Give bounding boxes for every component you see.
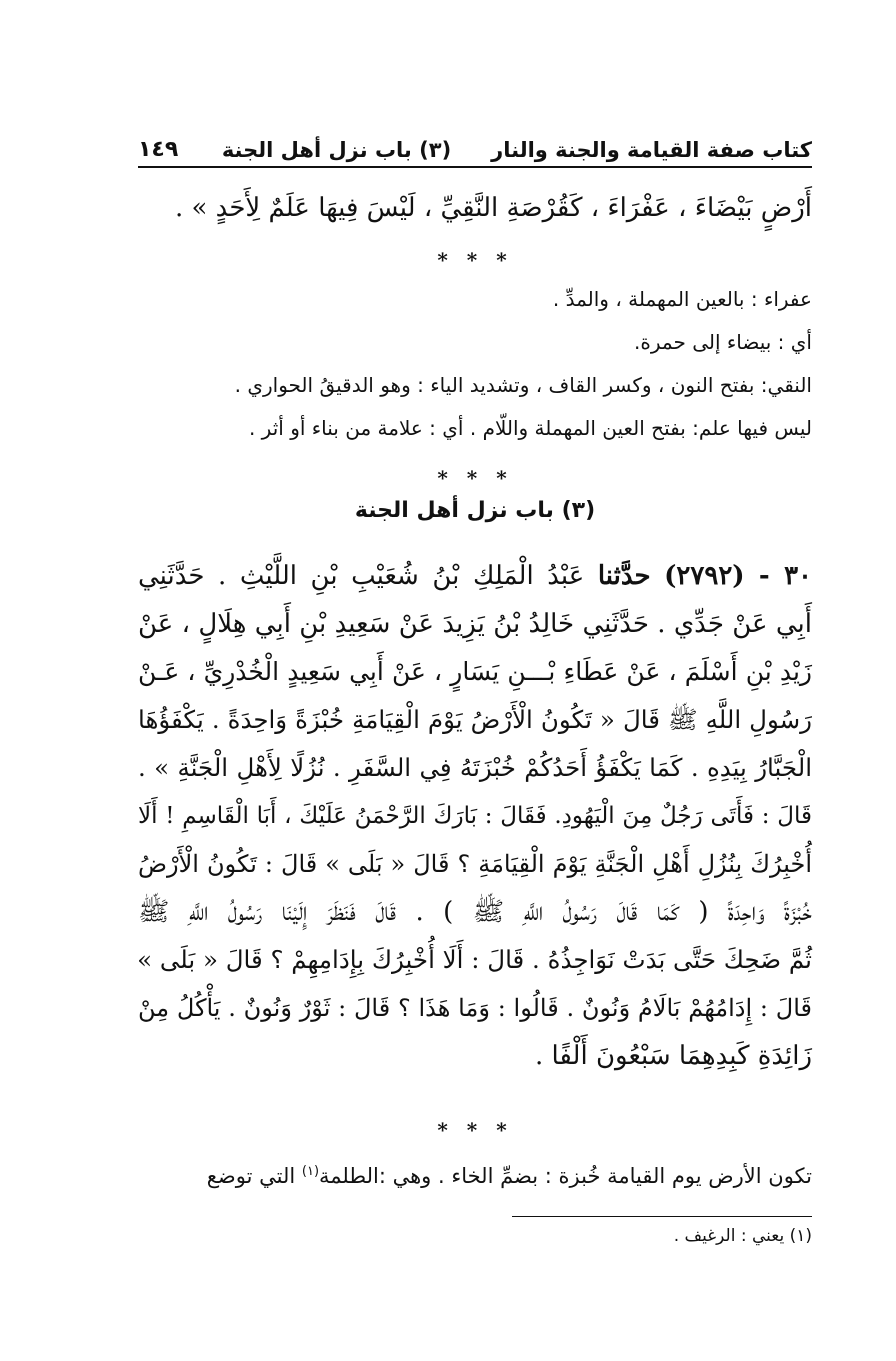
hadith-line: زَيْدِ بْنِ أَسْلَمَ ، عَنْ عَطَاءِ بْـــنِ يَسَارٍ ، عَنْ أَبِي سَعِيدٍ الْخُدْرِيِّ ، عَـنْ	[138, 657, 812, 686]
hadith-line: خُبْزَةً وَاحِدَةً ( كَمَا قَالَ رَسُولُ اللَّهِ ﷺ ) . قَالَ فَنَظَرَ إِلَيْنَا رَسُولُ اللَّهِ ﷺ	[138, 897, 812, 927]
hadith-opening: حدَّثنا	[597, 561, 651, 591]
top-text	[138, 184, 812, 232]
page-number: ١٤٩	[138, 137, 179, 162]
note-line: أي : بيضاء إلى حمرة.	[634, 330, 812, 354]
footnote-rule	[512, 1216, 812, 1217]
hadith-line: رَسُولِ اللَّهِ ﷺ قَالَ « تَكُونُ الْأَرْضُ يَوْمَ الْقِيَامَةِ خُبْزَةً وَاحِدَةً . يَكْفَؤُهَا	[138, 705, 812, 734]
bottom-note-line	[138, 1150, 812, 1198]
bottom-note	[138, 1150, 812, 1198]
running-header	[138, 122, 812, 162]
footnote: (١) يعني : الرغيف .	[673, 1226, 812, 1246]
separator-3: * * *	[437, 1118, 513, 1142]
footnote-ref-mark: (١)	[301, 1164, 320, 1179]
chapter-reference: (٣) باب نزل أهل الجنة	[221, 138, 452, 162]
chapter-title: (٣) باب نزل أهل الجنة	[354, 498, 596, 523]
hadith-line: زَائِدَةِ كَبِدِهِمَا سَبْعُونَ أَلْفًا .	[534, 1041, 812, 1071]
top-text-line: أَرْضٍ بَيْضَاءَ ، عَفْرَاءَ ، كَقُرْصَةِ النَّقِيِّ ، لَيْسَ فِيهَا عَلَمٌ لِأَحَدٍ » .	[174, 193, 812, 223]
hadith-line: أُخْبِرُكَ بِنُزُلِ أَهْلِ الْجَنَّةِ يَوْمَ الْقِيَامَةِ ؟ قَالَ « بَلَى » قَالَ : تَكُونُ الْأَرْضُ	[138, 850, 812, 878]
hadith-line: قَالَ : إِدَامُهُمْ بَالَامُ وَنُونٌ . قَالُوا : وَمَا هَذَا ؟ قَالَ : ثَوْرٌ وَنُونٌ . يَأْكُلُ مِنْ	[138, 994, 812, 1022]
note-line: ليس فيها علم: بفتح العين المهملة واللّام . أي : علامة من بناء أو أثر .	[248, 416, 812, 440]
note-line: عفراء : بالعين المهملة ، والمدِّ .	[552, 287, 812, 311]
book-title: كتاب صفة القيامة والجنة والنار	[491, 138, 812, 162]
hadith-line: الْجَبَّارُ بِيَدِهِ . كَمَا يَكْفَؤُ أَحَدُكُمْ خُبْزَتَهُ فِي السَّفَرِ . نُزُلًا لِأَهْلِ الْجَنَّةِ » .	[138, 753, 812, 782]
hadith-number: ٣٠ - (٢٧٩٢)	[664, 561, 813, 591]
hadith-line: ثُمَّ ضَحِكَ حَتَّى بَدَتْ نَوَاجِذُهُ . قَالَ : أَلَا أُخْبِرُكَ بِإِدَامِهِمْ ؟ قَالَ « بَلَى »	[137, 945, 812, 974]
hadith-line: قَالَ : فَأَتَى رَجُلٌ مِنَ الْيَهُودِ. فَقَالَ : بَارَكَ الرَّحْمَنُ عَلَيْكَ ، أَبَا الْقَاسِمِ ! أَلَا	[138, 803, 812, 829]
notes-block	[138, 278, 812, 450]
hadith-first-line-rest: عَبْدُ الْمَلِكِ بْنُ شُعَيْبِ بْنِ اللَّيْثِ . حَدَّثَنِي	[138, 561, 585, 591]
separator-2: * * *	[437, 466, 513, 490]
separator-1: * * *	[437, 248, 513, 272]
hadith-text	[138, 552, 812, 1080]
bottom-note-text-before: تكون الأرض يوم القيامة خُبزة : بضمِّ الخاء . وهي :الطلمة	[319, 1164, 812, 1188]
bottom-note-text-after: التي توضع	[206, 1164, 296, 1188]
hadith-line: أَبِي عَنْ جَدِّي . حَدَّثَنِي خَالِدُ بْنُ يَزِيدَ عَنْ سَعِيدِ بْنِ أَبِي هِلَالٍ ، عَنْ	[138, 609, 812, 639]
header-rule	[138, 166, 812, 168]
hadith-line-first	[138, 552, 812, 600]
note-line: النقي: بفتح النون ، وكسر القاف ، وتشديد الياء : وهو الدقيقُ الحواري .	[234, 373, 812, 397]
